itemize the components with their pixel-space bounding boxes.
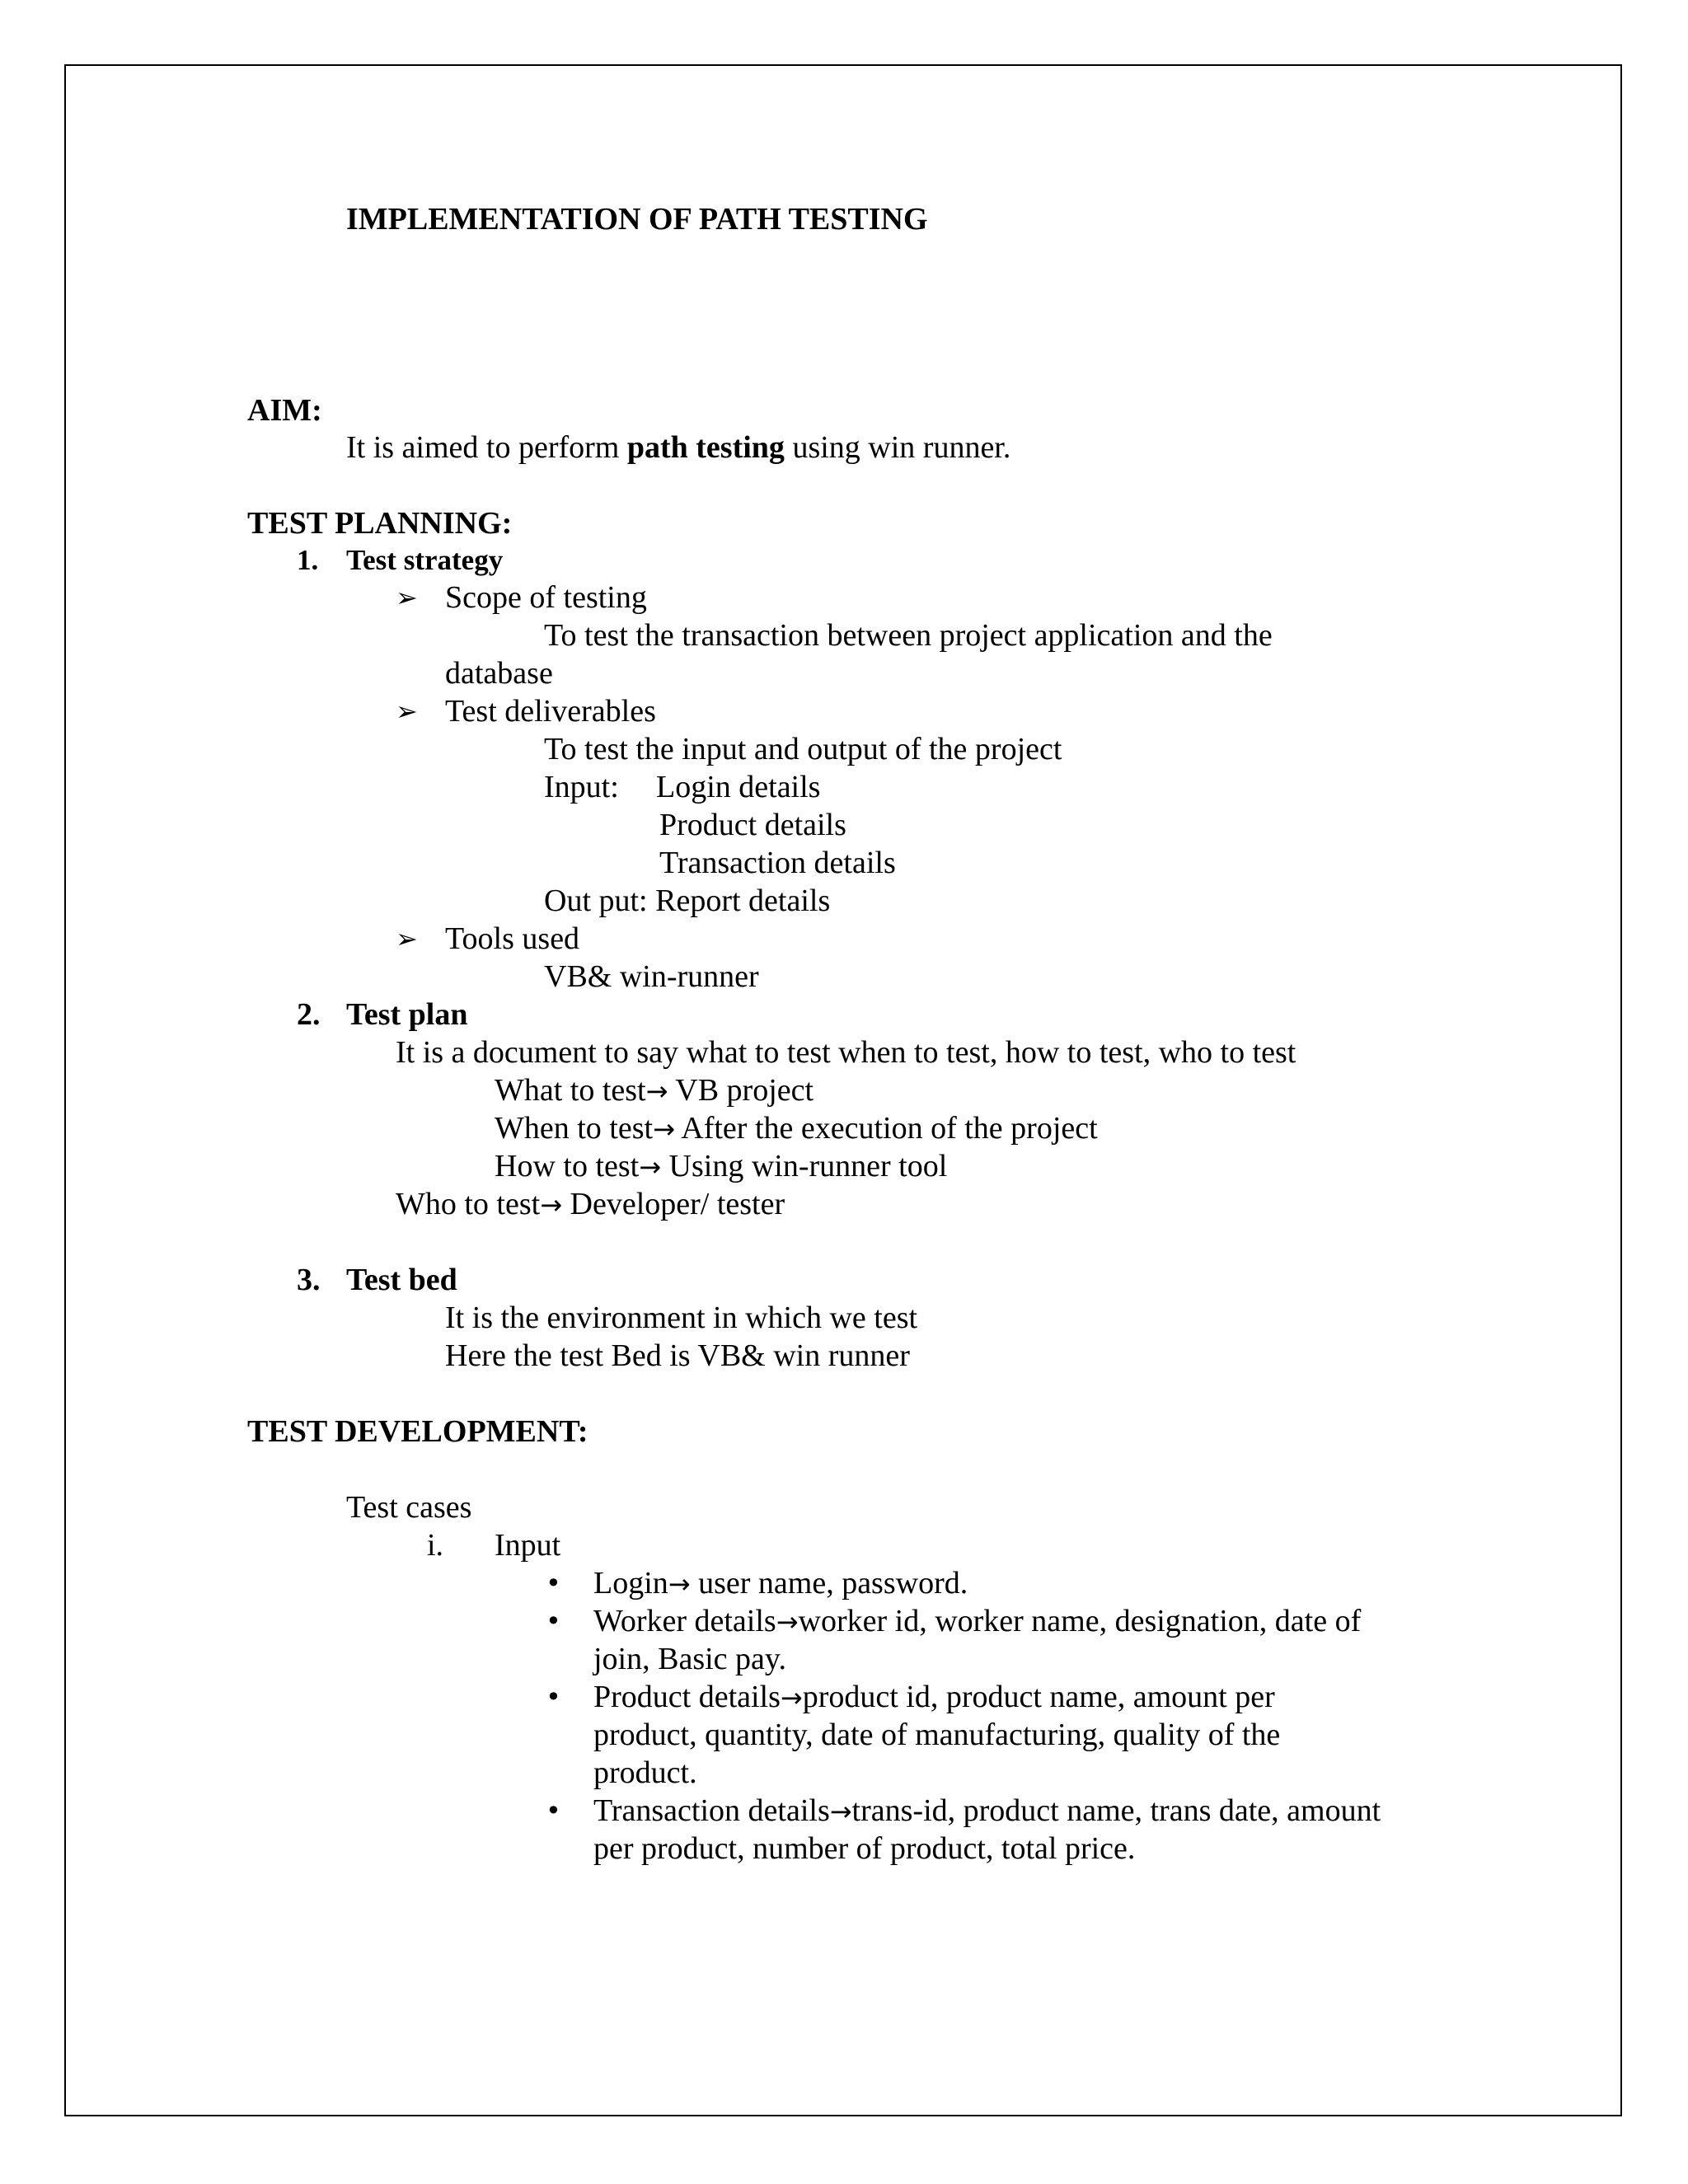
item2-label: Test plan xyxy=(346,997,468,1032)
arrow-right-icon: → xyxy=(829,1796,852,1827)
deliverables-label: Test deliverables xyxy=(445,694,656,729)
transaction-line1 xyxy=(593,1795,1381,1826)
scope-line2: database xyxy=(445,656,553,691)
login-answer: user name, password. xyxy=(690,1566,968,1601)
tools-line1: VB& win-runner xyxy=(544,959,759,994)
arrowhead-bullet-icon: ➢ xyxy=(396,923,418,954)
test-plan-intro: It is a document to say what to test when to test, how to test, who to test xyxy=(396,1035,1296,1070)
item1-label: Test strategy xyxy=(346,544,504,576)
input-login-details: Login details xyxy=(656,770,821,804)
how-to-test-line xyxy=(495,1151,947,1182)
login-question: Login xyxy=(593,1566,668,1601)
bullet-dot-icon: • xyxy=(546,1568,561,1599)
deliverables-line1: To test the input and output of the project xyxy=(544,732,1062,766)
aim-text-after: using win runner. xyxy=(784,430,1011,465)
how-to-test-answer: Using win-runner tool xyxy=(661,1149,948,1183)
aim-text xyxy=(346,432,1010,463)
aim-heading: AIM: xyxy=(247,393,322,428)
arrow-right-icon: → xyxy=(540,1189,563,1221)
output-line: Out put: Report details xyxy=(544,883,831,918)
what-to-test-line xyxy=(495,1075,814,1106)
what-to-test-question: What to test xyxy=(495,1073,646,1108)
arrow-right-icon: → xyxy=(776,1606,799,1638)
arrow-right-icon: → xyxy=(780,1682,803,1713)
input-label: Input: xyxy=(544,770,619,804)
item1-number: 1. xyxy=(297,544,319,576)
document-title: IMPLEMENTATION OF PATH TESTING xyxy=(346,202,928,237)
transaction-answer-1: trans-id, product name, trans date, amount xyxy=(851,1793,1381,1828)
arrowhead-bullet-icon: ➢ xyxy=(396,582,418,613)
arrow-right-icon: → xyxy=(645,1076,668,1107)
who-to-test-question: Who to test xyxy=(396,1187,541,1221)
when-to-test-question: When to test xyxy=(495,1111,654,1146)
transaction-question: Transaction details xyxy=(593,1793,830,1828)
login-line xyxy=(593,1568,968,1599)
input-product-details: Product details xyxy=(659,808,846,842)
item3-number: 3. xyxy=(297,1263,321,1297)
worker-line1 xyxy=(593,1605,1361,1637)
what-to-test-answer: VB project xyxy=(668,1073,814,1108)
test-bed-line2: Here the test Bed is VB& win runner xyxy=(445,1338,910,1373)
product-line2: product, quantity, date of manufacturing, quality of the xyxy=(593,1718,1281,1752)
item2-number: 2. xyxy=(297,997,321,1032)
product-question: Product details xyxy=(593,1680,781,1714)
test-development-heading: TEST DEVELOPMENT: xyxy=(247,1414,588,1449)
arrow-right-icon: → xyxy=(668,1568,691,1600)
product-line1 xyxy=(593,1681,1275,1713)
tools-label: Tools used xyxy=(445,921,580,956)
worker-answer-1: worker id, worker name, designation, date of xyxy=(798,1604,1362,1638)
test-bed-line1: It is the environment in which we test xyxy=(445,1301,918,1335)
arrow-right-icon: → xyxy=(639,1151,662,1183)
when-to-test-line xyxy=(495,1113,1098,1144)
when-to-test-answer: After the execution of the project xyxy=(674,1111,1098,1146)
how-to-test-question: How to test xyxy=(495,1149,640,1183)
test-planning-heading: TEST PLANNING: xyxy=(247,506,513,541)
worker-question: Worker details xyxy=(593,1604,776,1638)
bullet-dot-icon: • xyxy=(546,1605,561,1637)
sub-item-label: Input xyxy=(495,1528,561,1563)
product-answer-1: product id, product name, amount per xyxy=(802,1680,1275,1714)
bullet-dot-icon: • xyxy=(546,1681,561,1713)
item3-label: Test bed xyxy=(346,1263,457,1297)
who-to-test-answer: Developer/ tester xyxy=(562,1187,785,1221)
input-transaction-details: Transaction details xyxy=(659,846,896,880)
arrowhead-bullet-icon: ➢ xyxy=(396,696,418,727)
test-cases-label: Test cases xyxy=(346,1490,472,1525)
aim-text-bold: path testing xyxy=(626,430,785,465)
bullet-dot-icon: • xyxy=(546,1795,561,1826)
sub-item-number: i. xyxy=(427,1528,444,1563)
scope-label: Scope of testing xyxy=(445,580,647,615)
who-to-test-line xyxy=(396,1188,785,1220)
transaction-line2: per product, number of product, total price. xyxy=(593,1831,1136,1866)
aim-text-before: It is aimed to perform xyxy=(346,430,627,465)
scope-line1: To test the transaction between project application and the xyxy=(544,618,1273,653)
product-line3: product. xyxy=(593,1755,697,1790)
worker-line2: join, Basic pay. xyxy=(593,1642,786,1676)
arrow-right-icon: → xyxy=(653,1113,675,1145)
